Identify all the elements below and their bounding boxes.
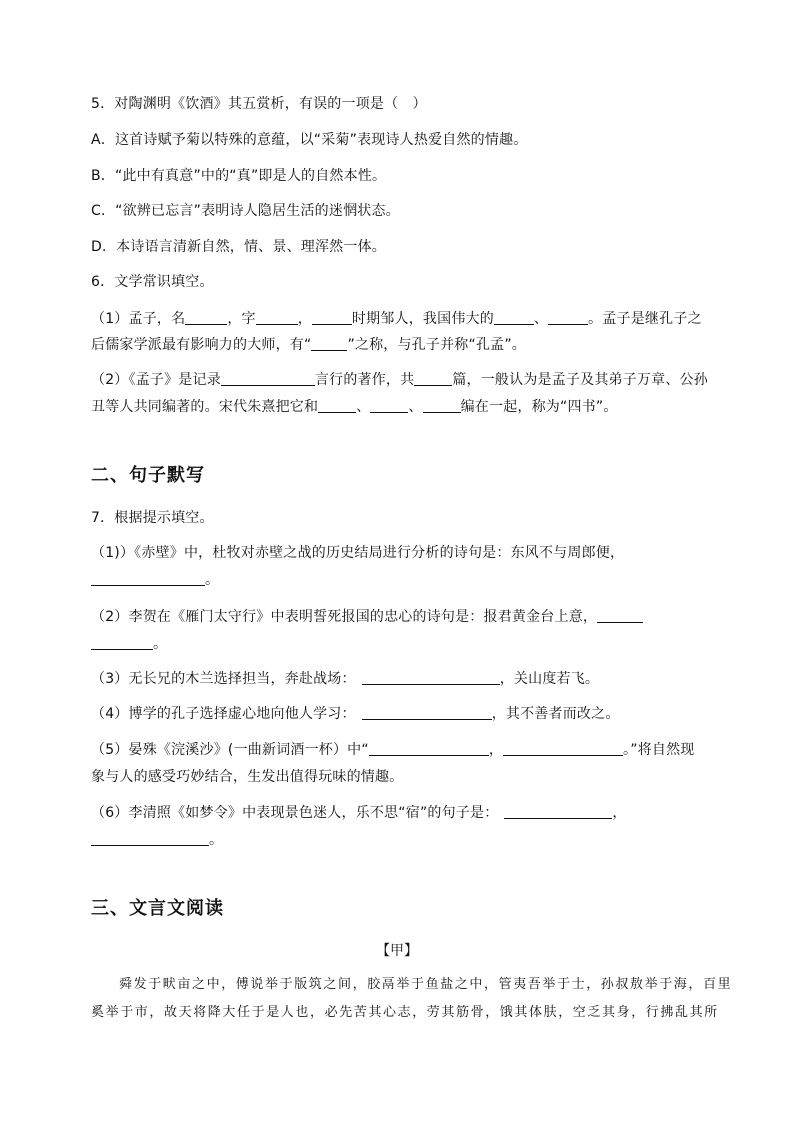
answer-blank[interactable] [362, 705, 492, 720]
question-6-stem: 6．文学常识填空。 [91, 274, 214, 290]
q7-s1-end: 。 [205, 572, 220, 588]
answer-blank[interactable] [311, 336, 347, 351]
q7-s4-text-b: ，其不善者而改之。 [491, 706, 620, 722]
q7-s5-line2: 象与人的感受巧妙结合，生发出值得玩味的情趣。 [91, 769, 404, 785]
answer-blank[interactable] [597, 608, 643, 623]
answer-blank[interactable] [362, 670, 500, 685]
q6p2-text-b: 言行的著作，共 [314, 372, 415, 388]
q6p1-line2-b: ”之称，与孔子并称“孔孟”。 [347, 337, 527, 353]
q7-s4 [91, 704, 620, 724]
q7-s1-line2 [91, 570, 219, 590]
q6p2-text-a: （2）《孟子》是记录 [91, 372, 221, 388]
q6-part1-line2 [91, 335, 526, 355]
q7-s6-line2 [91, 830, 223, 850]
answer-blank[interactable] [221, 371, 315, 386]
answer-blank[interactable] [494, 310, 534, 325]
q5-option-c: C．“欲辨已忘言”表明诗人隐居生活的迷惘状态。 [91, 203, 400, 219]
q6-part2-line1 [91, 370, 708, 390]
q6p2-line2-d: 编在一起，称为“四书”。 [460, 399, 618, 415]
q7-s2-line1 [91, 607, 643, 627]
answer-blank[interactable] [370, 398, 408, 413]
passage-label: 【甲】 [376, 943, 418, 959]
q6p2-text-c: 篇，一般认为是孟子及其弟子万章、公孙 [452, 372, 708, 388]
answer-blank[interactable] [91, 831, 209, 846]
section-3-heading: 三、文言文阅读 [91, 898, 224, 919]
q5-option-b: B．“此中有真意”中的“真”即是人的自然本性。 [91, 168, 387, 184]
q6p2-line2-c: 、 [408, 399, 423, 415]
q7-s6-text-b: ， [612, 805, 627, 821]
q6p2-line2-a: 丑等人共同编著的。宋代朱熹把它和 [91, 399, 319, 415]
passage-line-1: 舜发于畎亩之中，傅说举于版筑之间，胶鬲举于鱼盐之中，管夷吾举于士，孙叔敖举于海，百里 [119, 977, 733, 992]
q5-option-d: D．本诗语言清新自然，情、景、理浑然一体。 [91, 239, 386, 255]
answer-blank[interactable] [414, 371, 452, 386]
answer-blank[interactable] [312, 310, 352, 325]
answer-blank[interactable] [548, 310, 588, 325]
q7-s5-text-a: （5）晏殊《浣溪沙》(一曲新词酒一杯）中“ [91, 742, 369, 758]
answer-blank[interactable] [256, 310, 298, 325]
q6p1-text-e: 、 [533, 311, 549, 327]
q5-option-a: A．这首诗赋予菊以特殊的意蕴，以“采菊”表现诗人热爱自然的情趣。 [91, 132, 528, 148]
question-7-stem: 7．根据提示填空。 [91, 510, 214, 526]
q6-part1-line1 [91, 309, 702, 329]
q7-s3-text-b: ，关山度若飞。 [499, 671, 600, 687]
q6p1-text-f: 。孟子是继孔子之 [588, 311, 702, 327]
q7-s2-line2 [91, 634, 167, 654]
q7-s5-text-b: ， [488, 742, 504, 758]
q7-s2-end: 。 [153, 636, 168, 652]
answer-blank[interactable] [504, 804, 612, 819]
answer-blank[interactable] [423, 398, 461, 413]
answer-blank[interactable] [369, 741, 489, 756]
passage-line-2: 奚举于市，故天将降大任于是人也，必先苦其心志，劳其筋骨，饿其体肤，空乏其身，行拂乱其所 [91, 1005, 719, 1020]
q7-s3 [91, 669, 599, 689]
q7-s1-line1: （1)）《赤壁》中，杜牧对赤壁之战的历史结局进行分析的诗句是：东风不与周郎便， [91, 545, 625, 561]
q6p1-line2-a: 后儒家学派最有影响力的大师，有“ [91, 337, 312, 353]
q7-s6-text-a: （6）李清照《如梦令》中表现景色迷人，乐不思“宿”的句子是： [91, 805, 499, 821]
q6p1-text-c: ， [297, 311, 312, 327]
q7-s4-text-a: （4）博学的孔子选择虚心地向他人学习： [91, 706, 356, 722]
q6p1-text-a: （1）孟子，名 [91, 311, 186, 327]
q6p1-text-b: ，字 [227, 311, 256, 327]
q7-s5-text-c: 。”将自然现 [623, 742, 695, 758]
q6p2-line2-b: 、 [356, 399, 371, 415]
q7-s5-line1 [91, 740, 694, 760]
answer-blank[interactable] [91, 571, 205, 586]
answer-blank[interactable] [503, 741, 623, 756]
q7-s3-text-a: （3）无长兄的木兰选择担当，奔赴战场： [91, 671, 356, 687]
section-2-heading: 二、句子默写 [91, 465, 205, 486]
question-5-stem: 5．对陶渊明《饮酒》其五赏析，有误的一项是（ ） [91, 96, 427, 112]
answer-blank[interactable] [318, 398, 356, 413]
q6-part2-line2 [91, 397, 618, 417]
q7-s6-line1 [91, 803, 627, 823]
q7-s6-end: 。 [209, 832, 224, 848]
q7-s2-text: （2）李贺在《雁门太守行》中表明誓死报国的忠心的诗句是：报君黄金台上意， [91, 609, 598, 625]
q6p1-text-d: 时期邹人，我国伟大的 [351, 311, 494, 327]
answer-blank[interactable] [91, 635, 153, 650]
answer-blank[interactable] [185, 310, 227, 325]
